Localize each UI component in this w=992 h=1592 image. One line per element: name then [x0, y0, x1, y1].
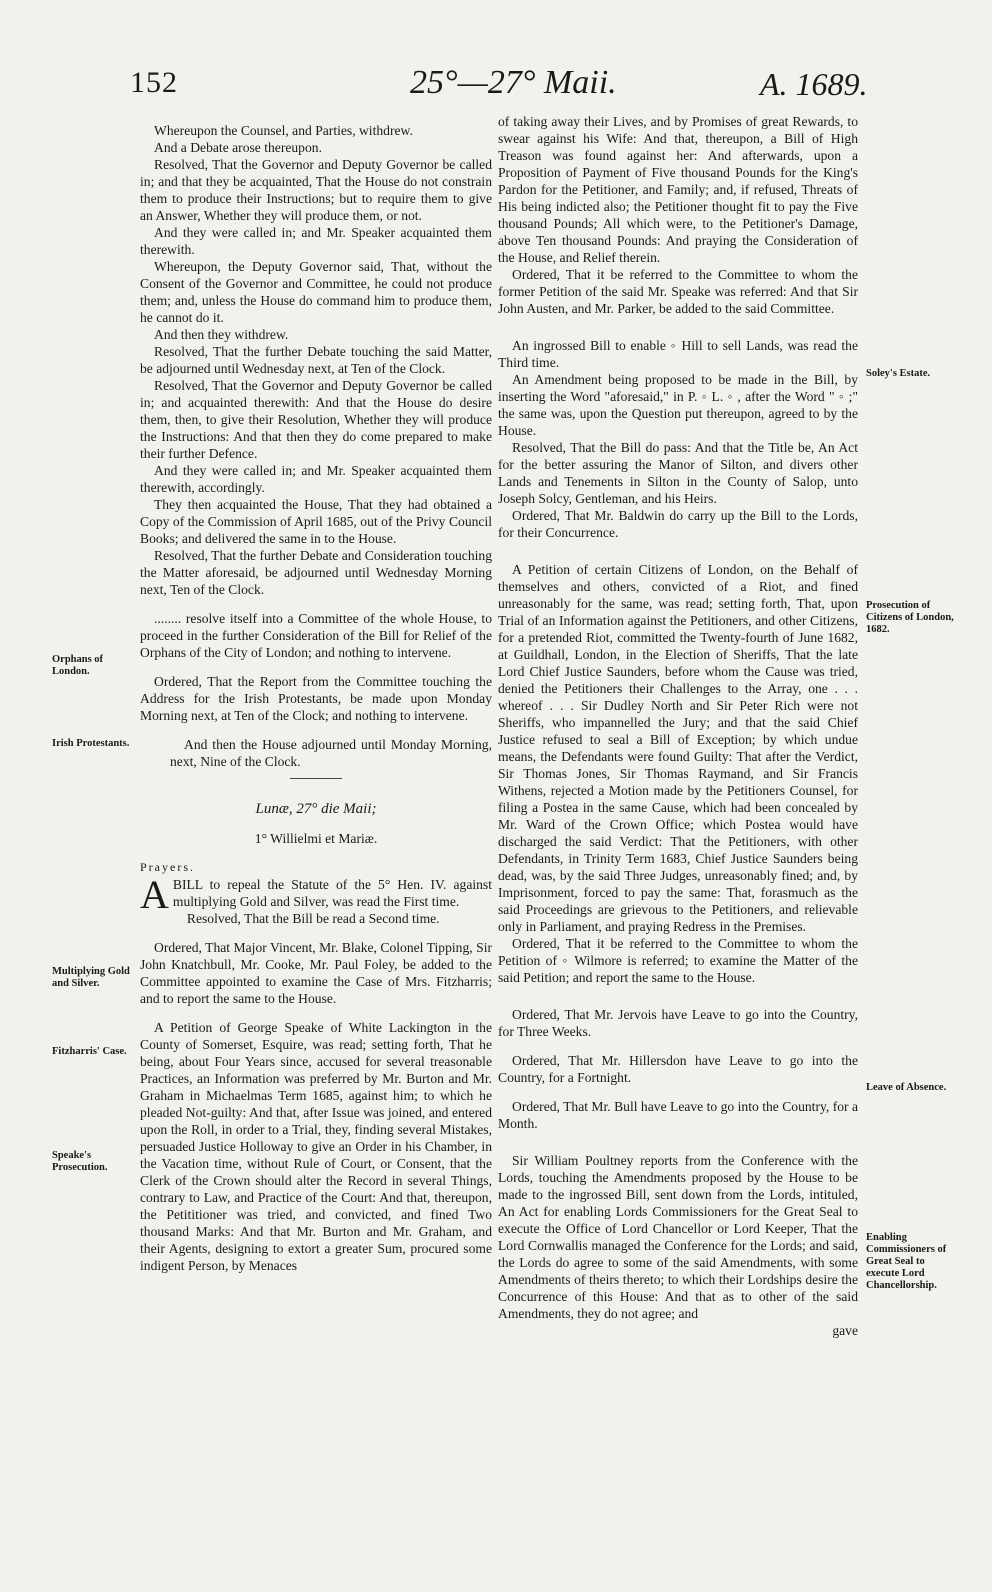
paragraph: Ordered, That it be referred to the Committee to whom the Petition of ◦ Wilmore is referred; to examine the Matter of the said Petition; and report the same to the House.: [498, 936, 858, 985]
paragraph: of taking away their Lives, and by Promises of great Rewards, to swear against his Wife: And that, thereupon, a Bill of High Treason was found against her: And afterwards, upon a Proposition of Payment of Five thousand Pounds for the King's Pardon for the Petitioner, and Family; and, if refused, Threats of His being indicted also; the Petitioner thought fit to pay the Five thousand Pounds; All which were, to the Petitioner's Damage, above Ten thousand Pounds: And praying the Consideration of the House, and Relief therein.: [498, 114, 858, 265]
paragraph: Resolved, That the Governor and Deputy Governor be called in; and acquainted therewith: And that the House do desire them, then, to give their Resolution, Whether they will produce the Instructions: And that then they do come prepared to make their further Defence.: [140, 378, 492, 461]
margin-note-speake: Speake's Prosecution.: [52, 1150, 108, 1173]
margin-note-leave: Leave of Absence.: [866, 1082, 947, 1093]
margin-note-orphans: Orphans of London.: [52, 654, 104, 677]
day-heading: Lunæ, 27° die Maii;: [255, 801, 377, 817]
paragraph: They then acquainted the House, That they had obtained a Copy of the Commission of April 1685, out of the Privy Council Books; and delivered the same in to the House.: [140, 497, 492, 546]
divider: [290, 778, 342, 779]
margin-note-prosecution: Prosecution of Citizens of London, 1682.: [866, 600, 954, 635]
paragraph: And they were called in; and Mr. Speaker acquainted them therewith, accordingly.: [140, 463, 492, 495]
left-column: [140, 122, 492, 1274]
paragraph: Whereupon the Counsel, and Parties, withdrew.: [154, 123, 413, 138]
paragraph: Ordered, That Mr. Baldwin do carry up the Bill to the Lords, for their Concurrence.: [498, 508, 858, 540]
paragraph-prosecution: A Petition of certain Citizens of London, on the Behalf of themselves and others, convicted of a Riot, and fined unreasonably for the same, was read; setting forth, That, upon Trial of an Information against the Petitioners, and other Citizens, for a pretended Riot, committed the Twenty-fourth of June 1682, at Guildhall, London, in the Election of Sheriffs, That the late Lord Chief Justice Saunders, before whom the Cause was tried, denied the Petitioners their Challenges to the Array, one . . . whereof . . . Sir Dudley North and Sir Peter Rich were not Sheriffs, who impannelled the Jury; and that the said Chief Justice refused to seal a Bill of Exception; by which undue means, the Defendants were found Guilty: That after the Verdict, Sir Thomas Jones, Sir Thomas Raymand, and Sir Francis Withens, rejected a Motion made by the Petitioners Counsel, for filing a Postea in the same Cause, which had been concealed by Mr. Ward of the Crown Office; which Postea would have discharged the said Verdict: That the Petitioners, with other Defendants, in Trinity Term 1683, Chief Justice Saunders being dead, was, by the said Three Judges, unreasonably fined; and, by Imprisonment, forced to pay the same: That, forasmuch as the said Proceedings are grievous to the Petitioners, and relievable only in Parliament, and praying Redress in the Premises.: [498, 562, 858, 934]
paragraph-fitzharris: Ordered, That Major Vincent, Mr. Blake, Colonel Tipping, Sir John Knatchbull, Mr. Cooke, Mr. Paul Foley, be added to the Committee appointed to examine the Case of Mrs. Fitzharris; and to report the same to the House.: [140, 940, 492, 1006]
paragraph-leave: Ordered, That Mr. Hillersdon have Leave to go into the Country, for a Fortnight.: [498, 1053, 858, 1085]
header-year: A. 1689.: [760, 66, 868, 102]
paragraph-soley: An ingrossed Bill to enable ◦ Hill to sell Lands, was read the Third time.: [498, 338, 858, 370]
paragraph: Resolved, That the further Debate and Consideration touching the Matter aforesaid, be adjourned until Wednesday Morning next, Ten of the Clock.: [140, 548, 492, 597]
paragraph: And then they withdrew.: [154, 327, 289, 342]
margin-note-enabling: Enabling Commissioners of Great Seal to execute Lord Chancellorship.: [866, 1232, 947, 1291]
paragraph: Resolved, That the Governor and Deputy Governor be called in; and that they be acquainted, That the House do not constrain them to produce their Instructions; but to require them to give an Answer, Whether they will produce them, or not.: [140, 157, 492, 223]
prayers-heading: Prayers.: [140, 860, 195, 874]
paragraph: Resolved, That the further Debate touching the said Matter, be adjourned until Wednesday next, at Ten of the Clock.: [140, 344, 492, 376]
paragraph-leave: Ordered, That Mr. Jervois have Leave to go into the Country, for Three Weeks.: [498, 1007, 858, 1039]
paragraph: And they were called in; and Mr. Speaker acquainted them therewith.: [140, 225, 492, 257]
paragraph: Resolved, That the Bill do pass: And that the Title be, An Act for the better assuring the Manor of Silton, and divers other Lands and Tenements in Silton in the County of Salop, unto Joseph Solcy, Gentleman, and his Heirs.: [498, 440, 858, 506]
paragraph: An Amendment being proposed to be made in the Bill, by inserting the Word "aforesaid," in P. ◦ L. ◦ , after the Word " ◦ ;" the same was, upon the Question put thereupon, agreed to by the House.: [498, 372, 858, 438]
regnal-year: 1° Willielmi et Mariæ.: [254, 831, 378, 846]
paragraph: Whereupon, the Deputy Governor said, That, without the Consent of the Governor and Committee, he could not produce them; and, unless the House do command him to produce them, he cannot do it.: [140, 259, 492, 325]
page-number: 152: [130, 66, 178, 99]
paragraph-orphans: ........ resolve itself into a Committee of the whole House, to proceed in the further Consideration of the Bill for Relief of the Orphans of the City of London; and nothing to intervene.: [140, 611, 492, 660]
paragraph-irish: Ordered, That the Report from the Committee touching the Address for the Irish Protestants, be made upon Monday Morning next, at Ten of the Clock; and nothing to intervene.: [140, 674, 492, 723]
catchword: gave: [832, 1323, 858, 1338]
paragraph: Resolved, That the Bill be read a Second time.: [186, 911, 440, 926]
paragraph-enabling: Sir William Poultney reports from the Conference with the Lords, touching the Amendments proposed by the House to be made to the ingrossed Bill, sent down from the Lords, intituled, An Act for enabling Lords Commissioners for the Great Seal to execute the Office of Lord Chancellor or Lord Keeper, That the Lord Cornwallis managed the Conference for the Lords; and said, the Lords do agree to some of the said Amendments, with some Amendments of theirs thereto; to which their Lordships desire the Concurrence of this House: And that as to other of the said Amendments, they do not agree; and: [498, 1153, 858, 1321]
margin-note-fitzharris: Fitzharris' Case.: [52, 1046, 127, 1057]
adjournment: And then the House adjourned until Monday Morning, next, Nine of the Clock.: [170, 737, 492, 769]
header-date: 25°—27° Maii.: [410, 64, 617, 101]
paragraph-speake: A Petition of George Speake of White Lackington in the County of Somerset, Esquire, was read; setting forth, That he being, about Four Years since, accused for several treasonable Practices, an Information was preferred by Mr. Burton and Mr. Graham in Michaelmas Term 1685, against him; to which he pleaded Not-guilty: And that, after Issue was joined, and entered upon the Roll, in order to a Trial, they, finding several Mistakes, persuaded Justice Holloway to give an Order in his Chamber, in the Vacation time, without Rule of Court, or Consent, that the Clerk of the Crown should alter the Record in several Things, contrary to Law, and Practice of the Court: And that, thereupon, the Petititioner was tried, and convicted, and fined Two thousand Marks: And that Mr. Burton and Mr. Graham, and their Agents, designing to extort a greater Sum, procured some indigent Person, by Menaces: [140, 1020, 492, 1273]
paragraph-gold: ABILL to repeal the Statute of the 5° Hen. IV. against multiplying Gold and Silver, was read the First time.: [140, 872, 492, 917]
paragraph: Ordered, That it be referred to the Committee to whom the former Petition of the said Mr. Speake was referred: And that Sir John Austen, and Mr. Parker, be added to the said Committee.: [498, 267, 858, 316]
margin-note-gold: Multiplying Gold and Silver.: [52, 966, 130, 989]
paragraph-leave: Ordered, That Mr. Bull have Leave to go into the Country, for a Month.: [498, 1099, 858, 1131]
paragraph: And a Debate arose thereupon.: [154, 140, 322, 155]
right-column: [498, 113, 858, 1339]
margin-note-soley: Soley's Estate.: [866, 368, 931, 379]
margin-note-irish: Irish Protestants.: [52, 738, 130, 749]
drop-cap: A: [140, 872, 169, 917]
page-header: [0, 66, 992, 116]
